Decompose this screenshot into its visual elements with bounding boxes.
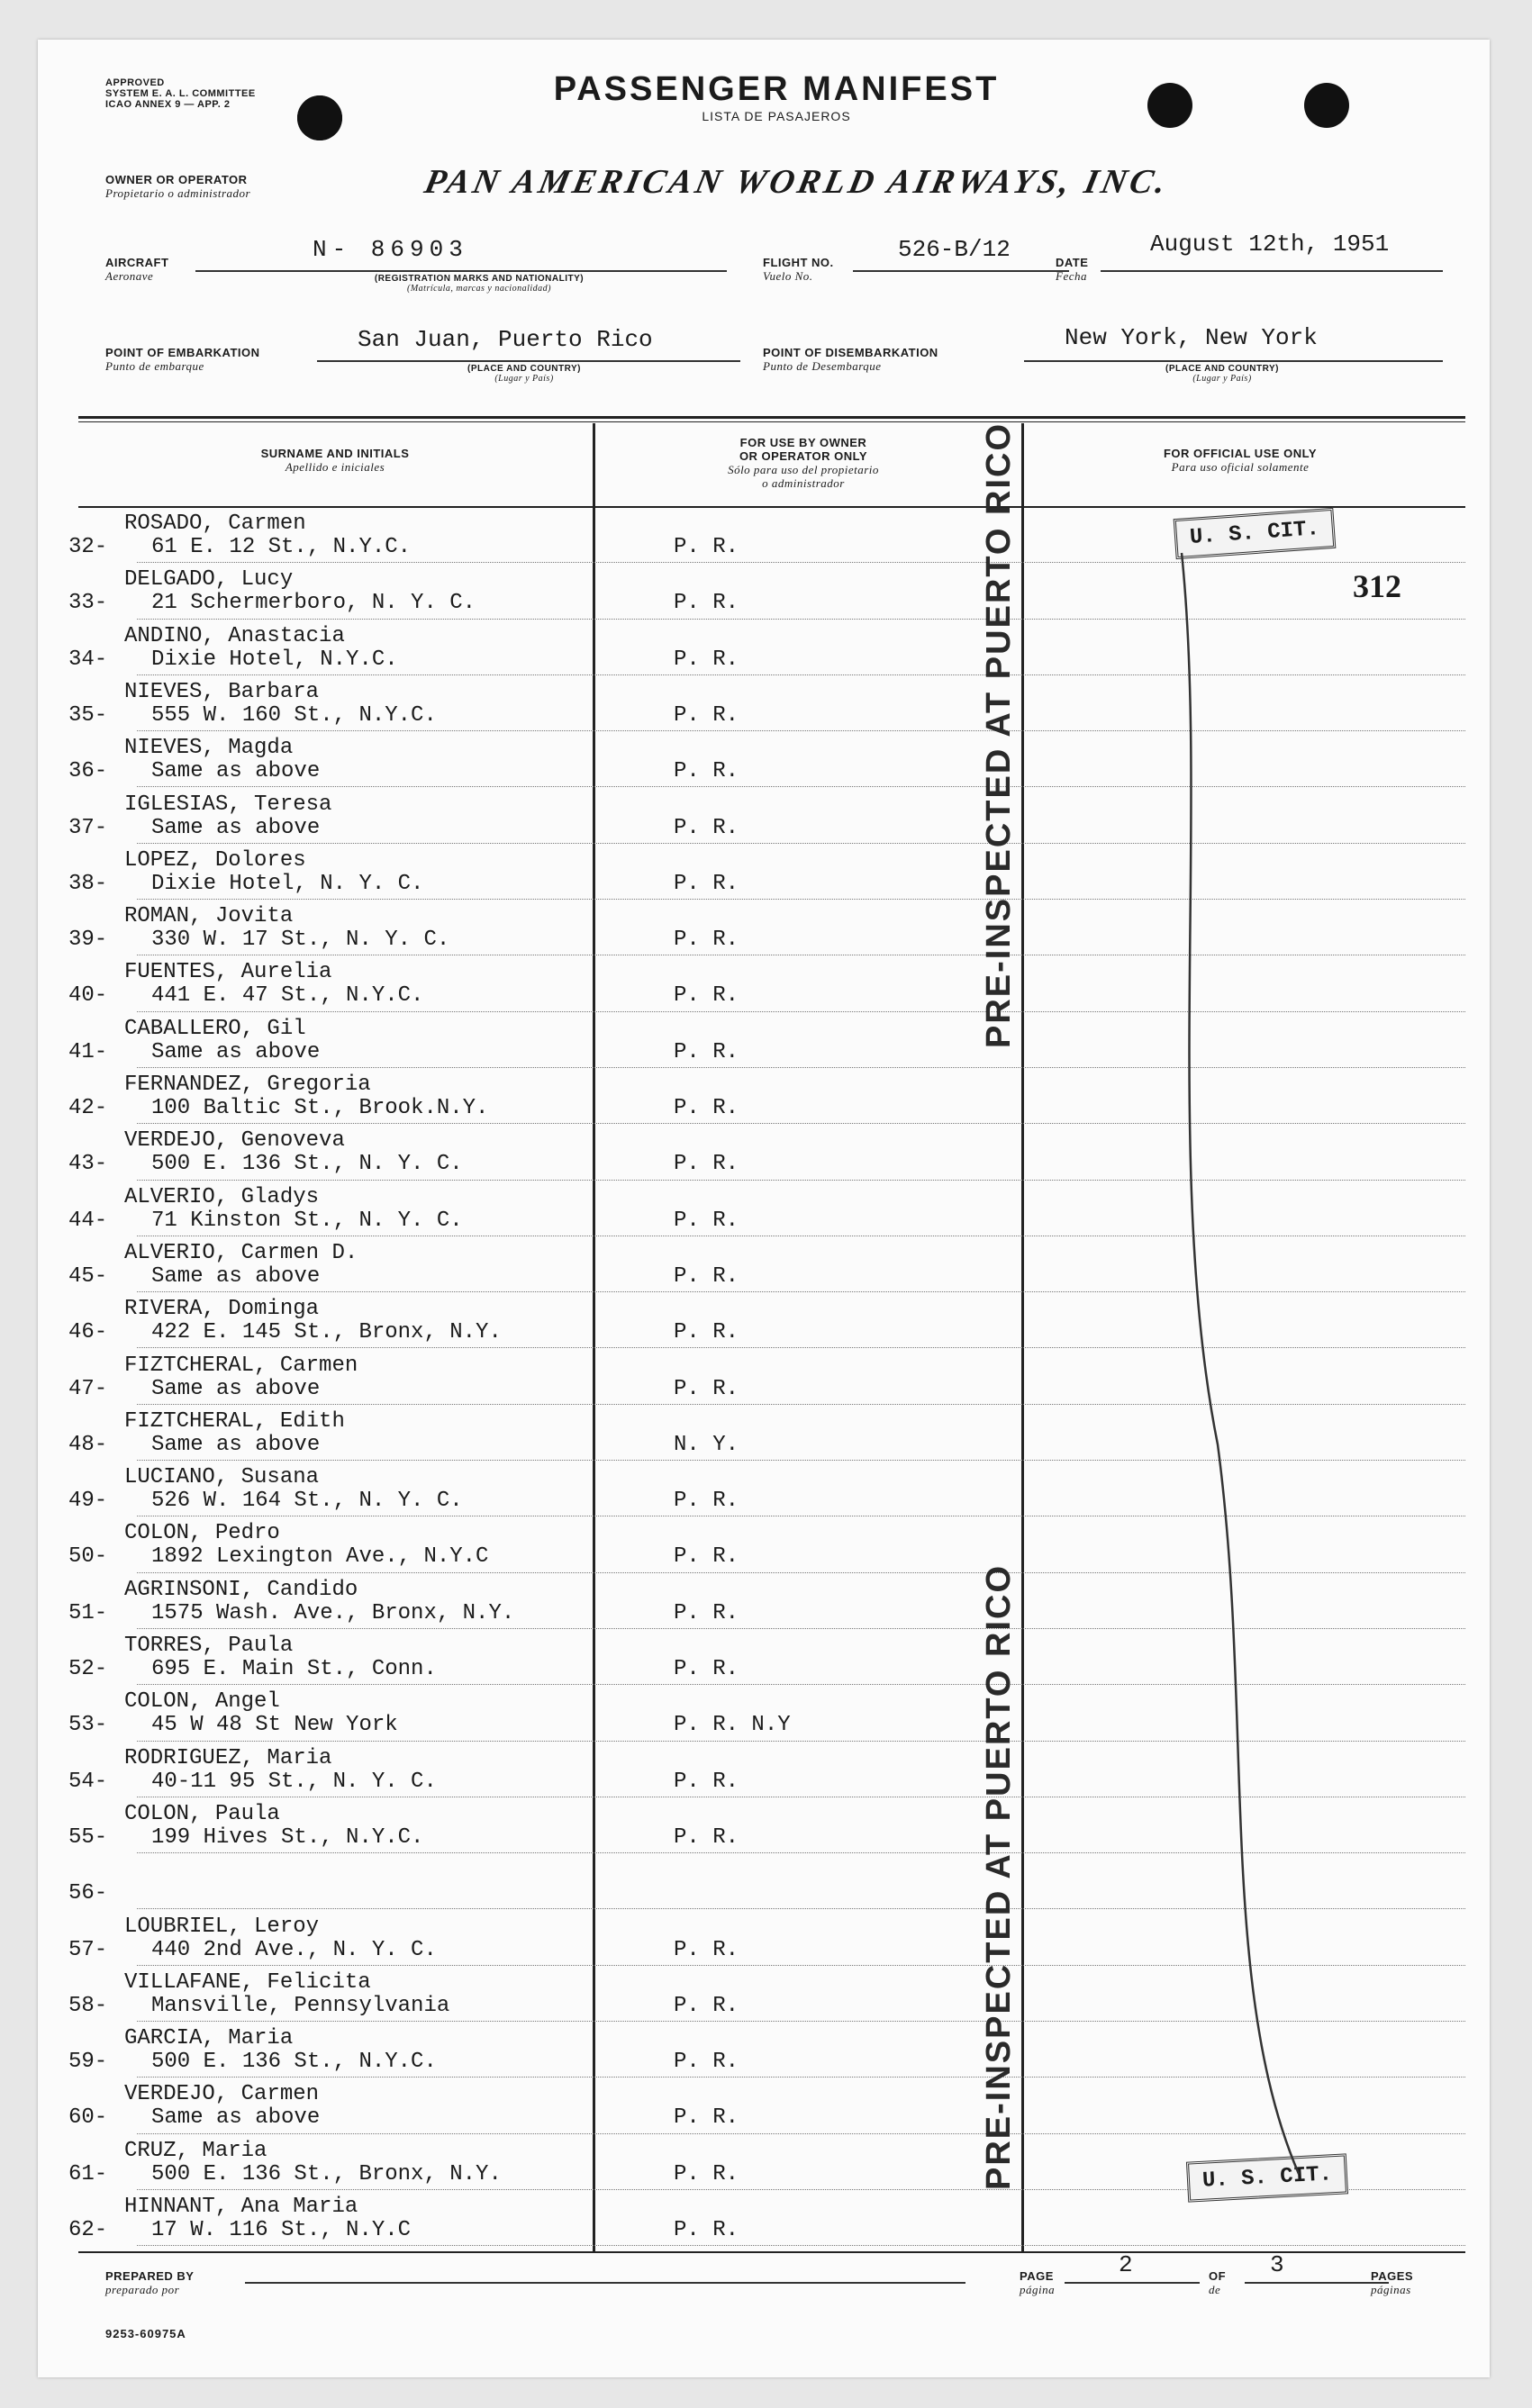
flight-label-es: Vuelo No. xyxy=(763,269,813,283)
row-number: 60- xyxy=(68,2105,108,2131)
passenger-address: 500 E. 136 St., N.Y.C. xyxy=(151,2050,437,2075)
row-number: 58- xyxy=(68,1993,108,2018)
passenger-address: Same as above xyxy=(151,815,321,840)
col-header-name xyxy=(101,447,569,474)
disembark-label-en: POINT OF DISEMBARKATION xyxy=(763,346,938,359)
disembark-label-es: Punto de Desembarque xyxy=(763,359,882,373)
passenger-address: Same as above xyxy=(151,1432,321,1457)
residence-mark: P. R. xyxy=(674,535,739,559)
owner-label-en: OWNER OR OPERATOR xyxy=(105,173,248,186)
passenger-address: 330 W. 17 St., N. Y. C. xyxy=(151,928,450,953)
passenger-name: CABALLERO, Gil xyxy=(124,1016,306,1041)
passenger-address: 440 2nd Ave., N. Y. C. xyxy=(151,1937,437,1962)
residence-mark: P. R. xyxy=(674,591,739,616)
passenger-address: 500 E. 136 St., Bronx, N.Y. xyxy=(151,2161,502,2186)
passenger-address: 1892 Lexington Ave., N.Y.C xyxy=(151,1544,489,1570)
row-number: 37- xyxy=(68,815,108,840)
pre-inspected-stamp: PRE-INSPECTED AT PUERTO RICO xyxy=(980,1563,1018,2190)
passenger-address: 526 W. 164 St., N. Y. C. xyxy=(151,1489,463,1514)
row-number: 34- xyxy=(68,647,108,672)
disembark-value: New York, New York xyxy=(1065,324,1318,351)
disembark-sublabel xyxy=(1132,364,1312,384)
date-value: August 12th, 1951 xyxy=(1150,231,1390,258)
passenger-name: ROMAN, Jovita xyxy=(124,904,294,929)
aircraft-sublabel xyxy=(331,274,628,294)
row-number: 54- xyxy=(68,1769,108,1794)
owner-label-es: Propietario o administrador xyxy=(105,186,251,200)
passenger-name: HINNANT, Ana Maria xyxy=(124,2195,358,2219)
aircraft-label xyxy=(105,256,168,283)
title-block xyxy=(488,70,1065,123)
page-subtitle: LISTA DE PASAJEROS xyxy=(702,109,851,123)
page-label xyxy=(1020,2269,1055,2296)
embark-label-en: POINT OF EMBARKATION xyxy=(105,346,260,359)
row-number: 36- xyxy=(68,759,108,784)
residence-mark: P. R. xyxy=(674,2218,739,2242)
passenger-name: RODRIGUEZ, Maria xyxy=(124,1745,332,1770)
col-header-official-es: Para uso oficial solamente xyxy=(1171,460,1310,474)
passenger-address: 61 E. 12 St., N.Y.C. xyxy=(151,535,412,559)
page-underline xyxy=(1065,2282,1200,2284)
passenger-name: RIVERA, Dominga xyxy=(124,1297,320,1322)
place-sub-en: (PLACE AND COUNTRY) xyxy=(1165,364,1279,374)
flight-label xyxy=(763,256,834,283)
flight-underline xyxy=(853,270,1069,272)
punch-hole xyxy=(1147,83,1192,128)
passenger-address: Same as above xyxy=(151,1263,321,1289)
residence-mark: P. R. xyxy=(674,1096,739,1120)
passenger-address: 45 W 48 St New York xyxy=(151,1713,398,1738)
pages-label xyxy=(1371,2269,1413,2296)
residence-mark: P. R. xyxy=(674,983,739,1009)
passenger-name: ANDINO, Anastacia xyxy=(124,623,345,648)
passenger-address: 555 W. 160 St., N.Y.C. xyxy=(151,702,437,728)
row-number: 50- xyxy=(68,1544,108,1570)
table-top-rule xyxy=(78,416,1465,419)
flight-value: 526-B/12 xyxy=(898,236,1011,263)
passenger-name: COLON, Angel xyxy=(124,1689,280,1715)
aircraft-sub-es: (Matrícula, marcas y nacionalidad) xyxy=(407,284,551,294)
passenger-name: AGRINSONI, Candido xyxy=(124,1577,358,1602)
row-number: 62- xyxy=(68,2218,108,2242)
row-number: 61- xyxy=(68,2161,108,2186)
passenger-name: IGLESIAS, Teresa xyxy=(124,792,332,817)
passenger-name: VERDEJO, Carmen xyxy=(124,2082,320,2107)
row-number: 42- xyxy=(68,1096,108,1120)
passenger-name: NIEVES, Magda xyxy=(124,736,294,761)
residence-mark: P. R. xyxy=(674,702,739,728)
residence-mark: P. R. xyxy=(674,1320,739,1345)
page-title: PASSENGER MANIFEST xyxy=(553,70,1000,108)
row-number: 51- xyxy=(68,1600,108,1625)
passenger-name: FERNANDEZ, Gregoria xyxy=(124,1073,371,1097)
date-label-en: DATE xyxy=(1056,256,1089,269)
prepared-by-label xyxy=(105,2269,194,2296)
col-header-name-es: Apellido e iniciales xyxy=(285,460,385,474)
row-number: 48- xyxy=(68,1432,108,1457)
passenger-address: 500 E. 136 St., N. Y. C. xyxy=(151,1152,463,1177)
bracket-line xyxy=(1101,544,1335,2201)
aircraft-value: N- 86903 xyxy=(313,236,468,263)
page-label-en: PAGE xyxy=(1020,2269,1054,2283)
passenger-address: 422 E. 145 St., Bronx, N.Y. xyxy=(151,1320,502,1345)
passenger-address: Same as above xyxy=(151,1376,321,1401)
residence-mark: P. R. xyxy=(674,1208,739,1233)
punch-hole xyxy=(1304,83,1349,128)
of-label-en: OF xyxy=(1209,2269,1227,2283)
residence-mark: P. R. N.Y xyxy=(674,1713,791,1738)
passenger-name: TORRES, Paula xyxy=(124,1634,294,1658)
col-header-operator-en: OR OPERATOR ONLY xyxy=(739,449,868,463)
row-number: 39- xyxy=(68,928,108,953)
prepared-label-en: PREPARED BY xyxy=(105,2269,195,2283)
passenger-address: 71 Kinston St., N. Y. C. xyxy=(151,1208,463,1233)
passenger-name: ROSADO, Carmen xyxy=(124,511,306,536)
col-header-official xyxy=(1029,447,1452,474)
passenger-name: FUENTES, Aurelia xyxy=(124,960,332,985)
place-sub-es: (Lugar y País) xyxy=(494,374,554,384)
passenger-name: LOPEZ, Dolores xyxy=(124,847,306,873)
col-header-operator xyxy=(596,436,1011,490)
residence-mark: P. R. xyxy=(674,815,739,840)
row-number: 46- xyxy=(68,1320,108,1345)
us-citizen-stamp: U. S. CIT. xyxy=(1174,508,1337,559)
passenger-name: CRUZ, Maria xyxy=(124,2138,267,2163)
residence-mark: P. R. xyxy=(674,1993,739,2018)
embark-label-es: Punto de embarque xyxy=(105,359,204,373)
approval-line: APPROVED xyxy=(105,77,165,88)
passenger-name: FIZTCHERAL, Edith xyxy=(124,1408,345,1434)
passenger-address: 1575 Wash. Ave., Bronx, N.Y. xyxy=(151,1600,515,1625)
row-number: 49- xyxy=(68,1489,108,1514)
residence-mark: P. R. xyxy=(674,1152,739,1177)
row-number: 57- xyxy=(68,1937,108,1962)
disembark-underline xyxy=(1024,360,1443,362)
passenger-name: LUCIANO, Susana xyxy=(124,1465,320,1490)
manifest-sheet xyxy=(38,40,1490,2377)
row-number: 44- xyxy=(68,1208,108,1233)
residence-mark: P. R. xyxy=(674,1824,739,1850)
embark-underline xyxy=(317,360,740,362)
pre-inspected-stamp: PRE-INSPECTED AT PUERTO RICO xyxy=(980,421,1018,1048)
passenger-name: VILLAFANE, Felicita xyxy=(124,1969,371,1995)
residence-mark: P. R. xyxy=(674,2050,739,2075)
count-number: 312 xyxy=(1353,568,1401,604)
of-underline xyxy=(1245,2282,1389,2284)
aircraft-sub-en: (REGISTRATION MARKS AND NATIONALITY) xyxy=(374,274,585,284)
passenger-name: GARCIA, Maria xyxy=(124,2026,294,2051)
row-divider xyxy=(137,2245,1465,2246)
aircraft-label-es: Aeronave xyxy=(105,269,154,283)
row-number: 40- xyxy=(68,983,108,1009)
prepared-label-es: preparado por xyxy=(105,2283,180,2296)
company-name: PAN AMERICAN WORLD AIRWAYS, INC. xyxy=(421,163,1174,201)
passenger-address: Same as above xyxy=(151,2105,321,2131)
row-number: 45- xyxy=(68,1263,108,1289)
disembark-label xyxy=(763,346,938,373)
page-number: 2 xyxy=(1119,2251,1133,2278)
residence-mark: P. R. xyxy=(674,871,739,896)
owner-label xyxy=(105,173,250,200)
of-label xyxy=(1209,2269,1226,2296)
residence-mark: P. R. xyxy=(674,759,739,784)
residence-mark: N. Y. xyxy=(674,1432,739,1457)
date-underline xyxy=(1101,270,1443,272)
residence-mark: P. R. xyxy=(674,928,739,953)
passenger-name: LOUBRIEL, Leroy xyxy=(124,1914,320,1939)
embark-value: San Juan, Puerto Rico xyxy=(358,326,653,353)
passenger-address: Dixie Hotel, N. Y. C. xyxy=(151,871,424,896)
passenger-address: 695 E. Main St., Conn. xyxy=(151,1657,437,1681)
row-number: 33- xyxy=(68,591,108,616)
embark-label xyxy=(105,346,260,373)
col-header-official-en: FOR OFFICIAL USE ONLY xyxy=(1163,447,1318,460)
row-number: 59- xyxy=(68,2050,108,2075)
aircraft-underline xyxy=(195,270,727,272)
passenger-address: 17 W. 116 St., N.Y.C xyxy=(151,2218,412,2242)
residence-mark: P. R. xyxy=(674,1489,739,1514)
pages-label-es: páginas xyxy=(1371,2283,1411,2296)
col-header-name-en: SURNAME AND INITIALS xyxy=(260,447,410,460)
residence-mark: P. R. xyxy=(674,1376,739,1401)
row-number: 47- xyxy=(68,1376,108,1401)
row-number: 35- xyxy=(68,702,108,728)
col-header-operator-es: o administrador xyxy=(762,476,845,490)
embark-sublabel xyxy=(434,364,614,384)
passenger-address: 21 Schermerboro, N. Y. C. xyxy=(151,591,476,616)
place-sub-en: (PLACE AND COUNTRY) xyxy=(467,364,581,374)
place-sub-es: (Lugar y País) xyxy=(1192,374,1252,384)
row-number: 55- xyxy=(68,1824,108,1850)
passenger-name: COLON, Paula xyxy=(124,1801,280,1826)
date-label xyxy=(1056,256,1088,283)
passenger-address: Same as above xyxy=(151,759,321,784)
date-label-es: Fecha xyxy=(1056,269,1087,283)
row-number: 53- xyxy=(68,1713,108,1738)
row-number: 38- xyxy=(68,871,108,896)
residence-mark: P. R. xyxy=(674,1544,739,1570)
passenger-address: Dixie Hotel, N.Y.C. xyxy=(151,647,398,672)
passenger-name: FIZTCHERAL, Carmen xyxy=(124,1353,358,1378)
row-number: 52- xyxy=(68,1657,108,1681)
passenger-name: ALVERIO, Carmen D. xyxy=(124,1240,358,1265)
residence-mark: P. R. xyxy=(674,2161,739,2186)
col-header-operator-en: FOR USE BY OWNER xyxy=(739,436,867,449)
table-top-rule xyxy=(78,421,1465,422)
approval-block xyxy=(105,77,256,110)
residence-mark: P. R. xyxy=(674,2105,739,2131)
passenger-name: VERDEJO, Genoveva xyxy=(124,1128,345,1154)
residence-mark: P. R. xyxy=(674,1039,739,1064)
passenger-name: ALVERIO, Gladys xyxy=(124,1184,320,1209)
page-label-es: página xyxy=(1020,2283,1056,2296)
passenger-address: 441 E. 47 St., N.Y.C. xyxy=(151,983,424,1009)
us-citizen-stamp: U. S. CIT. xyxy=(1186,2153,1348,2202)
passenger-address: Mansville, Pennsylvania xyxy=(151,1993,450,2018)
row-number: 56- xyxy=(68,1881,108,1906)
residence-mark: P. R. xyxy=(674,1937,739,1962)
passenger-address: 40-11 95 St., N. Y. C. xyxy=(151,1769,437,1794)
flight-label-en: FLIGHT NO. xyxy=(763,256,834,269)
passenger-name: COLON, Pedro xyxy=(124,1521,280,1546)
page-total: 3 xyxy=(1270,2251,1284,2278)
residence-mark: P. R. xyxy=(674,647,739,672)
aircraft-label-en: AIRCRAFT xyxy=(105,256,169,269)
form-code: 9253-60975A xyxy=(105,2327,186,2340)
passenger-address: Same as above xyxy=(151,1039,321,1064)
row-number: 43- xyxy=(68,1152,108,1177)
passenger-address: 100 Baltic St., Brook.N.Y. xyxy=(151,1096,489,1120)
residence-mark: P. R. xyxy=(674,1657,739,1681)
residence-mark: P. R. xyxy=(674,1263,739,1289)
pages-label-en: PAGES xyxy=(1371,2269,1414,2283)
approval-line: SYSTEM E. A. L. COMMITTEE xyxy=(105,88,256,99)
of-label-es: de xyxy=(1209,2283,1221,2296)
table-bottom-rule xyxy=(78,2251,1465,2253)
prepared-underline xyxy=(245,2282,965,2284)
passenger-address: 199 Hives St., N.Y.C. xyxy=(151,1824,424,1850)
passenger-name: DELGADO, Lucy xyxy=(124,567,294,593)
residence-mark: P. R. xyxy=(674,1600,739,1625)
row-number: 41- xyxy=(68,1039,108,1064)
col-header-operator-es: Sólo para uso del propietario xyxy=(728,463,879,476)
row-number: 32- xyxy=(68,535,108,559)
approval-line: ICAO ANNEX 9 — APP. 2 xyxy=(105,99,231,110)
punch-hole xyxy=(297,95,342,140)
residence-mark: P. R. xyxy=(674,1769,739,1794)
passenger-name: NIEVES, Barbara xyxy=(124,679,320,704)
